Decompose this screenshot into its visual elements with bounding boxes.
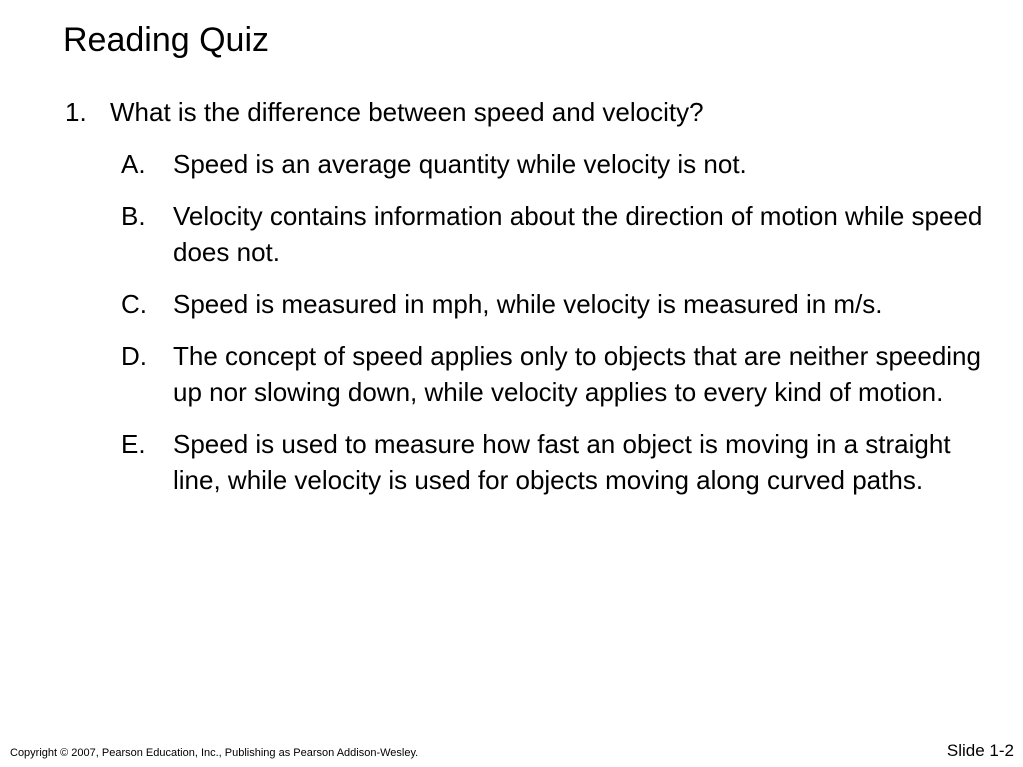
copyright-notice: Copyright © 2007, Pearson Education, Inc., Publishing as Pearson Addison-Wesley. [10,747,419,759]
option-b [121,198,1001,270]
option-text: The concept of speed applies only to objects that are neither speeding up nor slowing down, while velocity applies to every kind of motion. [173,341,981,407]
option-c [121,286,1001,322]
option-e [121,426,1001,498]
quiz-question [65,94,995,130]
option-text: Speed is used to measure how fast an object is moving in a straight line, while velocity is used for objects moving along curved paths. [173,429,951,495]
option-letter: B. [121,201,146,231]
option-text: Velocity contains information about the direction of motion while speed does not. [173,201,983,267]
option-letter: D. [121,341,147,371]
option-letter: E. [121,429,146,459]
option-letter: A. [121,149,146,179]
option-text: Speed is an average quantity while velocity is not. [173,149,747,179]
answer-options [121,146,1001,514]
option-text: Speed is measured in mph, while velocity is measured in m/s. [173,289,883,319]
question-number: 1. [65,97,87,127]
slide-number: Slide 1-2 [946,741,1014,760]
slide-title: Reading Quiz [63,21,270,59]
option-letter: C. [121,289,147,319]
question-row [65,94,995,130]
option-d [121,338,1001,410]
option-a [121,146,1001,182]
question-text: What is the difference between speed and velocity? [110,97,704,127]
